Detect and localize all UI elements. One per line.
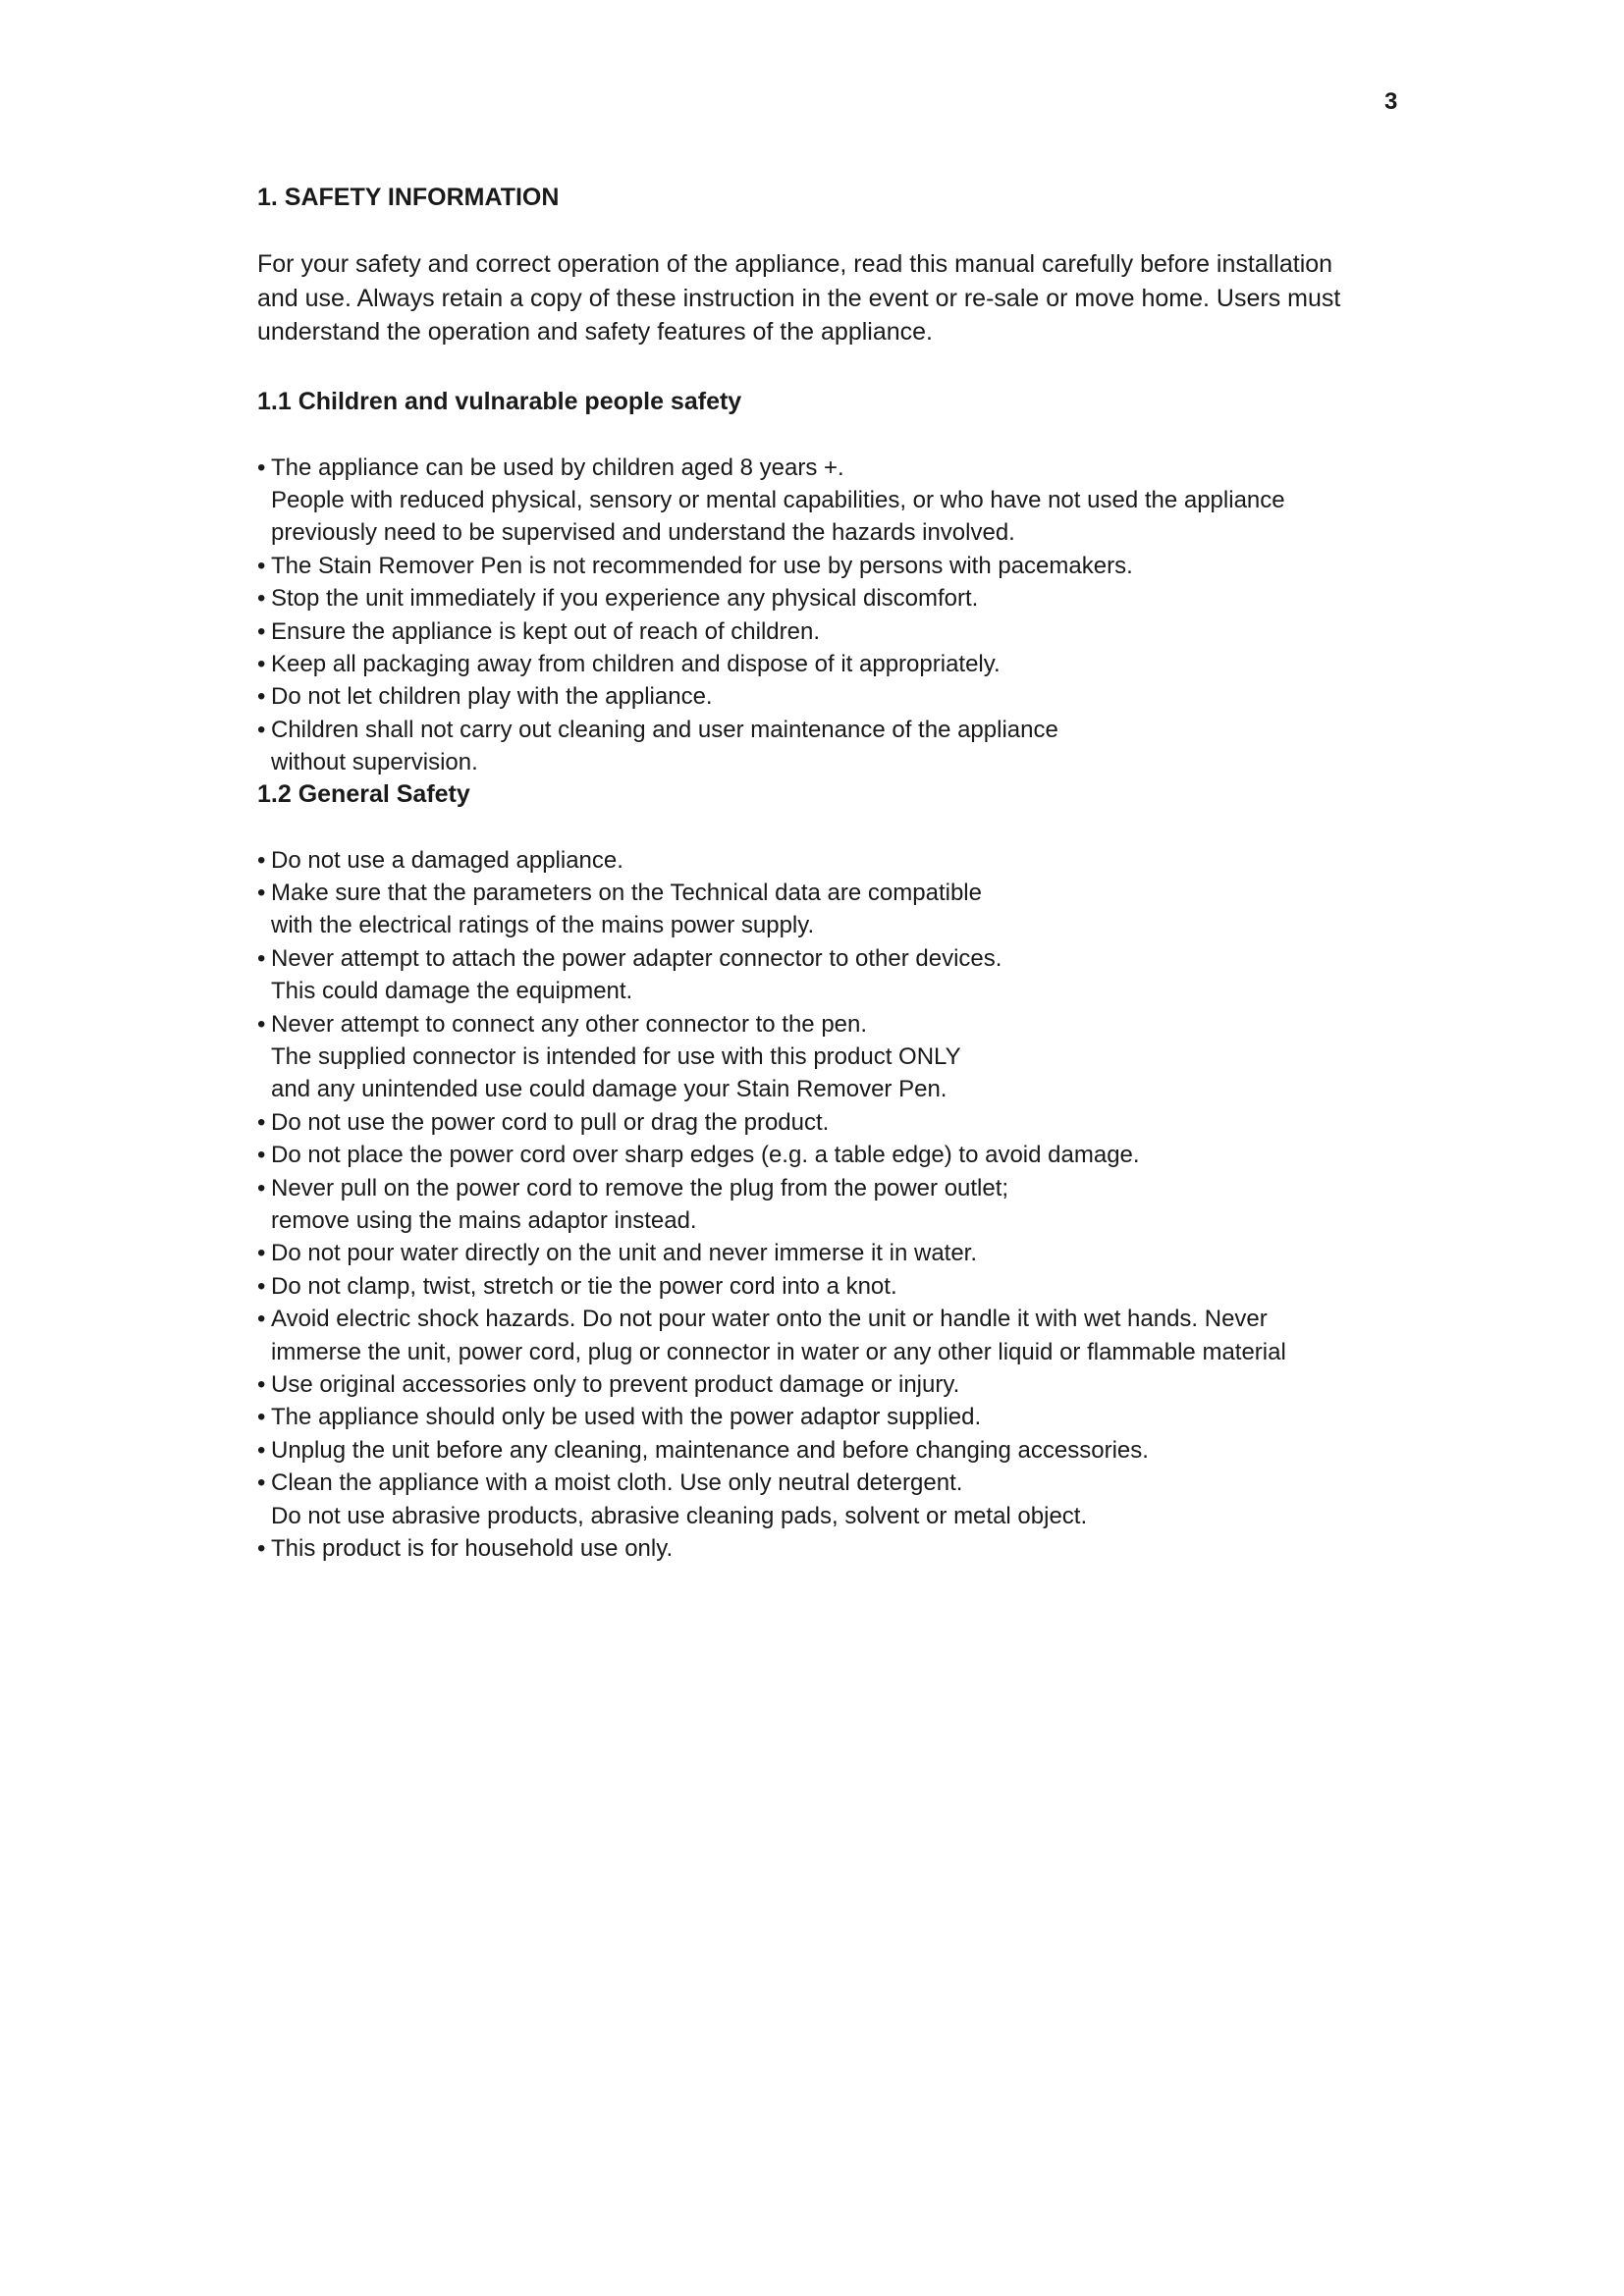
list-item bbox=[257, 1303, 1367, 1368]
bullet-text: immerse the unit, power cord, plug or connector in water or any other liquid or flammable material bbox=[271, 1338, 1286, 1365]
subsection-title-general-safety: 1.2 General Safety bbox=[257, 779, 470, 808]
bullet-text: People with reduced physical, sensory or mental capabilities, or who have not used the appliance bbox=[271, 486, 1285, 513]
list-item bbox=[257, 1532, 1367, 1565]
list-item bbox=[257, 648, 1367, 680]
bullet-text: without supervision. bbox=[271, 749, 478, 776]
list-item bbox=[257, 1139, 1367, 1171]
intro-line: understand the operation and safety features of the appliance. bbox=[257, 318, 933, 346]
list-item bbox=[257, 615, 1367, 648]
general-safety-list bbox=[257, 844, 1367, 1566]
list-item bbox=[257, 1434, 1367, 1467]
list-item bbox=[257, 1172, 1367, 1238]
list-item bbox=[257, 550, 1367, 582]
list-item bbox=[257, 844, 1367, 877]
bullet-text: • Do not let children play with the appliance. bbox=[257, 680, 1367, 713]
list-item bbox=[257, 452, 1367, 550]
bullet-text: • Do not use the power cord to pull or drag the product. bbox=[257, 1106, 1367, 1139]
list-item bbox=[257, 1401, 1367, 1433]
list-item bbox=[257, 680, 1367, 713]
list-item bbox=[257, 1008, 1367, 1106]
list-item bbox=[257, 1368, 1367, 1401]
section-title: 1. SAFETY INFORMATION bbox=[257, 184, 560, 211]
list-item bbox=[257, 582, 1367, 614]
list-item bbox=[257, 1270, 1367, 1303]
bullet-text: • Stop the unit immediately if you experience any physical discomfort. bbox=[257, 582, 1367, 614]
list-item bbox=[257, 1106, 1367, 1139]
children-safety-list bbox=[257, 452, 1367, 779]
safety-information-section bbox=[257, 183, 1367, 1566]
bullet-text: • Use original accessories only to prevent product damage or injury. bbox=[257, 1368, 1367, 1401]
bullet-text: • Keep all packaging away from children and dispose of it appropriately. bbox=[257, 648, 1367, 680]
bullet-text: • Clean the appliance with a moist cloth. Use only neutral detergent. bbox=[257, 1467, 1367, 1499]
list-item bbox=[257, 714, 1367, 779]
bullet-text: • The Stain Remover Pen is not recommended for use by persons with pacemakers. bbox=[257, 550, 1367, 582]
bullet-text: • The appliance should only be used with the power adaptor supplied. bbox=[257, 1401, 1367, 1433]
bullet-text: remove using the mains adaptor instead. bbox=[271, 1207, 697, 1235]
bullet-text: • Avoid electric shock hazards. Do not pour water onto the unit or handle it with wet hands. Never bbox=[257, 1303, 1367, 1335]
bullet-text: • The appliance can be used by children aged 8 years +. bbox=[257, 452, 1367, 484]
bullet-text: Do not use abrasive products, abrasive cleaning pads, solvent or metal object. bbox=[271, 1502, 1088, 1529]
bullet-text: with the electrical ratings of the mains power supply. bbox=[271, 912, 815, 939]
bullet-text: • Children shall not carry out cleaning and user maintenance of the appliance bbox=[257, 714, 1367, 746]
bullet-text: • Do not place the power cord over sharp edges (e.g. a table edge) to avoid damage. bbox=[257, 1139, 1367, 1171]
bullet-text: • Ensure the appliance is kept out of reach of children. bbox=[257, 615, 1367, 648]
bullet-text: • Do not clamp, twist, stretch or tie the power cord into a knot. bbox=[257, 1270, 1367, 1303]
bullet-text: This could damage the equipment. bbox=[271, 978, 633, 1005]
intro-line: For your safety and correct operation of the appliance, read this manual carefully before installation bbox=[257, 250, 1333, 278]
bullet-text: • Never attempt to connect any other connector to the pen. bbox=[257, 1008, 1367, 1041]
bullet-text: • This product is for household use only. bbox=[257, 1532, 1367, 1565]
list-item bbox=[257, 1237, 1367, 1269]
bullet-text: previously need to be supervised and understand the hazards involved. bbox=[271, 519, 1015, 547]
bullet-text: • Make sure that the parameters on the Technical data are compatible bbox=[257, 877, 1367, 909]
bullet-text: The supplied connector is intended for use with this product ONLY bbox=[271, 1043, 961, 1070]
page-number: 3 bbox=[1384, 88, 1398, 115]
bullet-text: and any unintended use could damage your Stain Remover Pen. bbox=[271, 1076, 947, 1103]
intro-line: and use. Always retain a copy of these instruction in the event or re-sale or move home. Users must bbox=[257, 284, 1341, 312]
list-item bbox=[257, 1467, 1367, 1532]
bullet-text: • Never pull on the power cord to remove the plug from the power outlet; bbox=[257, 1172, 1367, 1204]
bullet-text: • Unplug the unit before any cleaning, maintenance and before changing accessories. bbox=[257, 1434, 1367, 1467]
bullet-text: • Do not pour water directly on the unit and never immerse it in water. bbox=[257, 1237, 1367, 1269]
bullet-text: • Never attempt to attach the power adapter connector to other devices. bbox=[257, 942, 1367, 975]
bullet-text: • Do not use a damaged appliance. bbox=[257, 844, 1367, 877]
intro-paragraph bbox=[257, 247, 1367, 349]
list-item bbox=[257, 877, 1367, 942]
subsection-title-children-safety: 1.1 Children and vulnarable people safety bbox=[257, 387, 742, 415]
list-item bbox=[257, 942, 1367, 1008]
